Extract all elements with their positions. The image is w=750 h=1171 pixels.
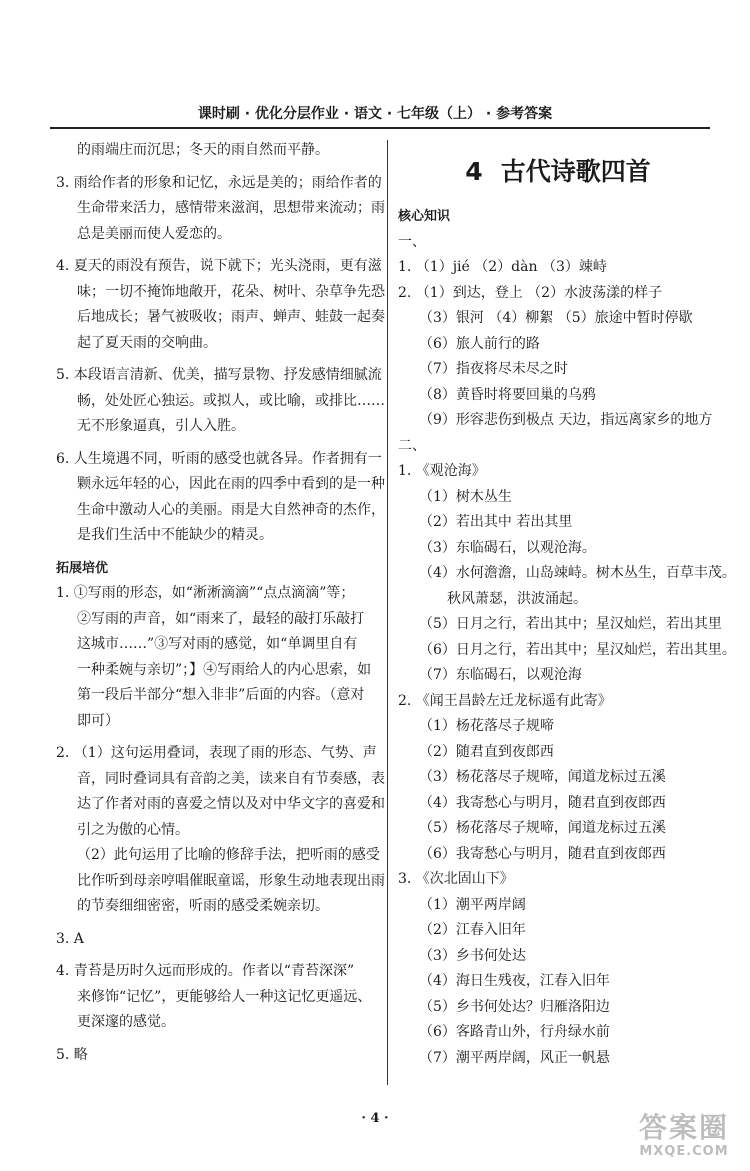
answer-line: 后地成长；暑气被吸收；雨声、蝉声、蛙鼓一起奏: [77, 309, 385, 325]
answer-line: 达了作者对雨的喜爱之情以及对中华文字的喜爱和: [77, 796, 385, 812]
answer-line: （5）杨花落尽子规啼，闻道龙标过五溪: [419, 820, 666, 836]
answer-line: （9）形容悲伤到极点 天边，指远离家乡的地方: [419, 412, 713, 428]
page-header: 课时刷 · 优化分层作业 · 语文 · 七年级（上） · 参考答案: [197, 106, 553, 122]
answer-line: 颗永远年轻的心，因此在雨的四季中看到的是一种: [77, 476, 385, 492]
answer-line: （6）我寄愁心与明月，随君直到夜郎西: [419, 845, 666, 862]
answer-line: 6. 人生境遇不同，听雨的感受也就各异。作者拥有一: [56, 450, 382, 467]
spacer: [56, 164, 381, 171]
spacer: [56, 440, 381, 447]
answer-line: ②写雨的声音，如“雨来了，最轻的敲打乐敲打: [77, 610, 365, 627]
lesson-title-text: 古代诗歌四首: [500, 157, 651, 186]
spacer: [56, 734, 381, 741]
answer-line: 畅，处处匠心独运。或拟人，或比喻，或排比……: [77, 392, 385, 409]
column-divider: [387, 140, 388, 1085]
answer-line: （7）东临碣石，以观沧海: [419, 667, 582, 683]
answer-line: 1. ①写雨的形态，如“淅淅滴滴”“点点滴滴”等；: [56, 585, 355, 601]
answer-line: 来修饰“记忆”，更能够给人一种这记忆更遥远、: [77, 988, 372, 1005]
answer-line: （7）指夜将尽未尽之时: [419, 361, 568, 377]
answer-line: 5. 略: [56, 1046, 88, 1063]
answer-line: 第一段后半部分“想入非非”后面的内容。（意对: [77, 687, 365, 703]
answer-line: 味；一切不掩饰地敞开，花朵、树叶、杂草争先恐: [77, 283, 385, 300]
answer-line: 总是美丽而使人爱恋的。: [77, 225, 231, 242]
answer-line: （4）海日生残夜，江春入旧年: [419, 973, 610, 989]
spacer: [56, 247, 381, 254]
answer-line: （2）随君直到夜郎西: [419, 743, 554, 760]
answer-line: 即可）: [77, 712, 119, 729]
answer-line: （5）日月之行，若出其中；星汉灿烂，若出其里: [419, 616, 722, 632]
answer-line: 无不形象逼真，引人入胜。: [77, 418, 245, 434]
answer-line: 起了夏天雨的交响曲。: [77, 334, 217, 351]
spacer: [56, 356, 381, 363]
header-rule: [50, 127, 710, 129]
spacer: [56, 952, 381, 959]
answer-line: （2）江春入旧年: [419, 922, 526, 938]
answer-line: 的雨端庄而沉思；冬天的雨自然而平静。: [77, 142, 329, 158]
answer-line: 音，同时叠词具有音韵之美，读来自有节奏感，表: [77, 770, 385, 787]
answer-line: 1. （1）jié （2）dàn （3）竦峙: [398, 259, 607, 275]
answer-line: （1）杨花落尽子规啼: [419, 718, 554, 734]
answer-line: 的节奏细细密密，听雨的感受柔婉亲切。: [77, 898, 329, 914]
answer-line: 一、: [398, 233, 426, 250]
answer-line: 这城市……”③写对雨的感觉，如“单调里自有: [77, 636, 358, 652]
answer-line: （6）日月之行，若出其中；星汉灿烂，若出其里。: [419, 641, 736, 658]
answer-line: 生命中激动人心的美丽。雨是大自然神奇的杰作，: [77, 501, 385, 518]
watermark-main: 答案圈: [638, 1111, 729, 1144]
answer-line: （3）乡书何处达: [419, 947, 526, 964]
answer-line: 是我们生活中不能缺少的精灵。: [77, 527, 273, 543]
answer-line: 秋风萧瑟，洪波涌起。: [447, 590, 587, 607]
watermark-sub: MXQE.COM: [639, 1144, 729, 1159]
spacer: [56, 920, 381, 927]
answer-line: 3. 《次北固山下》: [398, 871, 514, 887]
lesson-title: [398, 150, 718, 194]
right-column: [398, 150, 736, 1071]
answer-line: （8）黄昏时将要回巢的乌鸦: [419, 386, 596, 403]
lesson-number: 4: [465, 157, 483, 186]
answer-line: 引之为傲的心情。: [77, 821, 189, 838]
answer-line: 一种柔婉与亲切”；】④写雨给人的内心思索，如: [77, 661, 372, 678]
answer-line: （5）乡书何处达？归雁洛阳边: [419, 998, 610, 1015]
answer-line: 3. A: [56, 930, 84, 947]
answer-line: （3）杨花落尽子规啼，闻道龙标过五溪: [419, 769, 666, 785]
left-column: [56, 138, 385, 1068]
answer-line: 2. （1）这句运用叠词，表现了雨的形态、气势、声: [56, 745, 377, 761]
answer-line: （6）客路青山外，行舟绿水前: [419, 1024, 610, 1040]
answer-line: （4）水何澹澹，山岛竦峙。树木丛生，百草丰茂。: [419, 565, 736, 581]
answer-line: （3）东临碣石，以观沧海。: [419, 539, 596, 556]
answer-line: 5. 本段语言清新、优美，描写景物、抒发感情细腻流: [56, 367, 382, 383]
page-number: · 4 ·: [361, 1111, 389, 1126]
answer-line: （7）潮平两岸阔，风正一帆悬: [419, 1049, 610, 1066]
answer-line: 1. 《观沧海》: [398, 463, 486, 479]
answer-line: 3. 雨给作者的形象和记忆，永远是美的；雨给作者的: [56, 174, 382, 191]
answer-line: （3）银河 （4）柳絮 （5）旅途中暂时停歇: [419, 310, 693, 326]
answer-line: （6）旅人前行的路: [419, 335, 540, 352]
answer-line: （2）此句运用了比喻的修辞手法，把听雨的感受: [77, 847, 380, 863]
watermark-logo: [624, 1112, 744, 1167]
answer-line: （4）我寄愁心与明月，随君直到夜郎西: [419, 794, 666, 811]
answer-line: 2. 《闻王昌龄左迁龙标遥有此寄》: [398, 692, 612, 709]
answer-line: 4. 夏天的雨没有预告，说下就下；光头浇雨，更有滋: [56, 258, 382, 274]
spacer: [56, 549, 381, 556]
answer-line: （1）潮平两岸阔: [419, 896, 526, 913]
section-heading: 拓展培优: [56, 560, 109, 576]
answer-line: 更深邃的感觉。: [77, 1014, 175, 1030]
right-lines: [398, 204, 736, 1071]
answer-line: （1）树木丛生: [419, 488, 512, 505]
answer-line: 4. 青苔是历时久远而形成的。作者以“青苔深深”: [56, 963, 355, 979]
spacer: [56, 1036, 381, 1043]
answer-line: 二、: [398, 437, 426, 454]
section-heading: 核心知识: [398, 209, 451, 224]
answer-line: 2. （1）到达，登上 （2）水波荡漾的样子: [398, 284, 663, 301]
answer-line: （2）若出其中 若出其里: [419, 514, 573, 530]
answer-line: 比作听到母亲哼唱催眠童谣，形象生动地表现出雨: [77, 872, 385, 889]
answer-line: 生命带来活力，感情带来滋润，思想带来流动；雨: [77, 200, 385, 216]
